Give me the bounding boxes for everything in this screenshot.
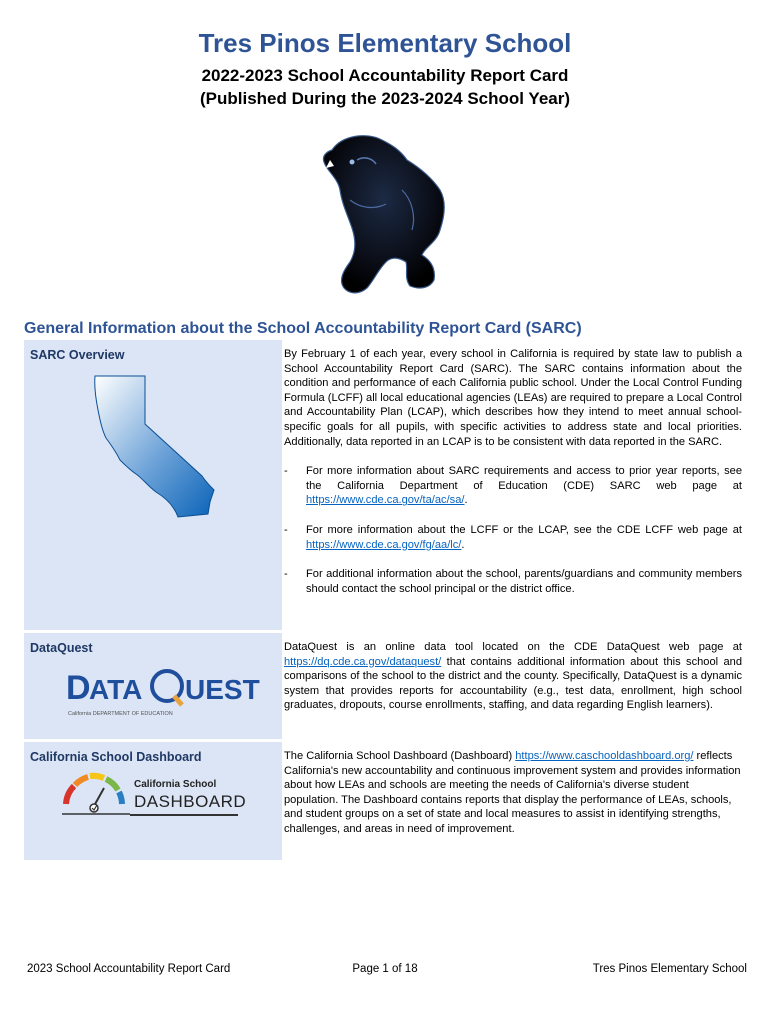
dataquest-content <box>282 633 746 739</box>
bullet-dash: - <box>284 523 288 536</box>
bullet-3-text: For additional information about the school, parents/guardians and community members should contact the school principal or the district office. <box>306 568 742 595</box>
dataquest-logo-graphic <box>64 665 260 723</box>
sarc-overview-label-cell <box>24 340 282 630</box>
bullet-1-end: . <box>464 494 468 507</box>
bullet-dash: - <box>284 465 288 478</box>
footer-right: Tres Pinos Elementary School <box>592 963 747 975</box>
dashboard-link[interactable]: https://www.caschooldashboard.org/ <box>515 750 694 762</box>
svg-text:California DEPARTMENT OF EDUCA: California DEPARTMENT OF EDUCATION <box>68 711 173 717</box>
dashboard-gauge-icon <box>60 770 130 818</box>
sarc-bullet-3 <box>284 567 742 596</box>
bullet-1-text: For more information about SARC requirements and access to prior year reports, see the California Department of Education (CDE) SARC web page at <box>306 465 742 492</box>
cde-lcff-link[interactable]: https://www.cde.ca.gov/fg/aa/lc/ <box>306 538 462 551</box>
dataquest-row <box>24 633 746 742</box>
bullet-2-text: For more information about the LCFF or the LCAP, see the CDE LCFF web page at <box>306 523 742 536</box>
dashboard-logo-underline <box>130 814 238 816</box>
panther-mascot-image <box>312 130 462 305</box>
section-heading: General Information about the School Accountability Report Card (SARC) <box>24 320 582 337</box>
school-name-title: Tres Pinos Elementary School <box>198 28 572 58</box>
dataquest-label-cell <box>24 633 282 739</box>
sarc-overview-row <box>24 340 746 633</box>
svg-text:D: D <box>66 669 91 707</box>
dataquest-label: DataQuest <box>30 641 93 655</box>
dashboard-logo-big-text: DASHBOARD <box>134 792 247 811</box>
footer-left: 2023 School Accountability Report Card <box>27 963 231 975</box>
svg-text:ATA: ATA <box>89 674 143 705</box>
bullet-2-end: . <box>461 538 465 551</box>
cde-sarc-link[interactable]: https://www.cde.ca.gov/ta/ac/sa/ <box>306 494 465 507</box>
sarc-bullet-2 <box>284 523 742 552</box>
dashboard-row <box>24 742 746 863</box>
sarc-overview-label: SARC Overview <box>30 348 125 362</box>
dataquest-link[interactable]: https://dq.cde.ca.gov/dataquest/ <box>284 655 442 668</box>
dataquest-text-before: DataQuest is an online data tool located on the CDE DataQuest web page at <box>284 641 742 653</box>
svg-text:UEST: UEST <box>185 674 260 705</box>
dataquest-logo <box>64 665 260 723</box>
dashboard-text-after: reflects California's new accountability and continuous improvement system and provides information about how LEAs and schools are meeting the needs of California's diverse student population. The Dashboard contains reports that display the performance of LEAs, schools, and student groups on a set of state and local measures to assist in identifying strengths, challenges, and areas in need of improvement. <box>284 750 741 835</box>
report-title: 2022-2023 School Accountability Report Card <box>201 66 569 85</box>
california-map-image <box>90 374 220 519</box>
footer-page-number: Page 1 of 18 <box>352 963 418 975</box>
dashboard-label: California School Dashboard <box>30 750 202 764</box>
dashboard-content <box>282 742 746 860</box>
dataquest-text-after: that contains additional information about this school and comparisons of the school to the district and the county. Specifically, DataQuest is a dynamic system that provides reports for accountability (e.g., test data, enrollment, high school graduates, dropouts, course enrollments, staffing, and data regarding English learners). <box>284 655 742 712</box>
dashboard-logo <box>60 770 250 820</box>
sarc-overview-paragraph: By February 1 of each year, every school in California is required by state law to publish a School Accountability Report Card (SARC). The SARC contains information about the condition and performance of each California public school. Under the Local Control Funding Formula (LCFF) all local educational agencies (LEAs) are required to prepare a Local Control and Accountability Plan (LCAP), which describes how they intend to meet annual school-specific goals for all pupils, with specific activities to address state and local priorities. Additionally, data reported in an LCAP is to be consistent with data reported in the SARC. <box>284 348 742 448</box>
sarc-bullet-1 <box>284 464 742 508</box>
sarc-overview-content <box>282 340 746 630</box>
dashboard-label-cell <box>24 742 282 860</box>
bullet-dash: - <box>284 568 288 581</box>
dashboard-text-before: The California School Dashboard (Dashboard) <box>284 750 516 762</box>
published-note: (Published During the 2023-2024 School Year) <box>199 89 571 108</box>
sarc-info-table <box>24 340 746 863</box>
dashboard-logo-small-text: California School <box>134 779 217 790</box>
